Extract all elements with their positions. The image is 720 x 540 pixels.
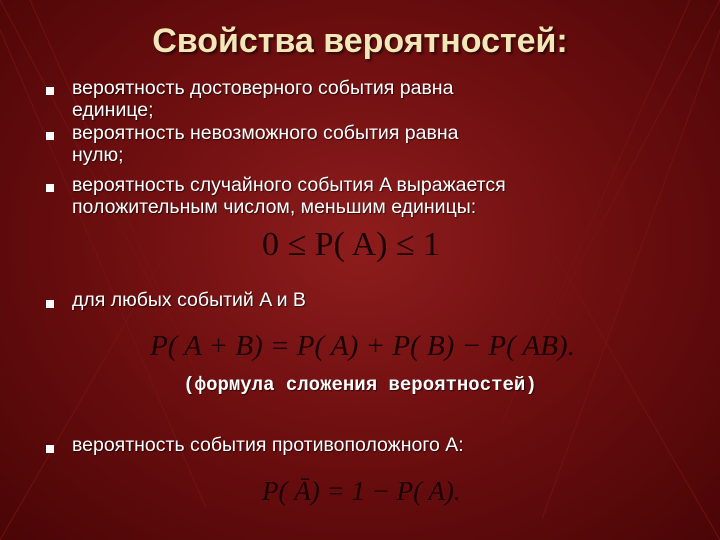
- square-bullet-icon: [46, 132, 54, 140]
- formula-inequality: 0 ≤ P( A) ≤ 1: [262, 226, 441, 263]
- list-item: [72, 77, 692, 121]
- square-bullet-icon: [46, 445, 54, 453]
- formula-complement: P( Ā) = 1 − P( A).: [262, 476, 461, 506]
- list-item-line: вероятность события противоположного A:: [72, 434, 464, 456]
- list-item-line: вероятность достоверного события равна: [72, 77, 454, 99]
- list-item-line: единице;: [72, 99, 154, 121]
- list-item-line: для любых событий A и B: [72, 289, 306, 311]
- list-item: [72, 434, 692, 456]
- list-item-line: положительным числом, меньшим единицы:: [72, 196, 477, 218]
- list-item-line: вероятность случайного события A выражается: [72, 174, 506, 196]
- list-item: [72, 122, 692, 166]
- list-item-line: нулю;: [72, 144, 124, 166]
- slide-title: Свойства вероятностей:: [152, 22, 568, 60]
- formula-addition: P( A + B) = P( A) + P( B) − P( AB).: [150, 330, 575, 362]
- formula-note: (формула сложения вероятностей): [183, 374, 537, 396]
- square-bullet-icon: [46, 300, 54, 308]
- list-item: [72, 174, 692, 218]
- square-bullet-icon: [46, 87, 54, 95]
- square-bullet-icon: [46, 184, 54, 192]
- list-item: [72, 289, 692, 311]
- list-item-line: вероятность невозможного события равна: [72, 122, 459, 144]
